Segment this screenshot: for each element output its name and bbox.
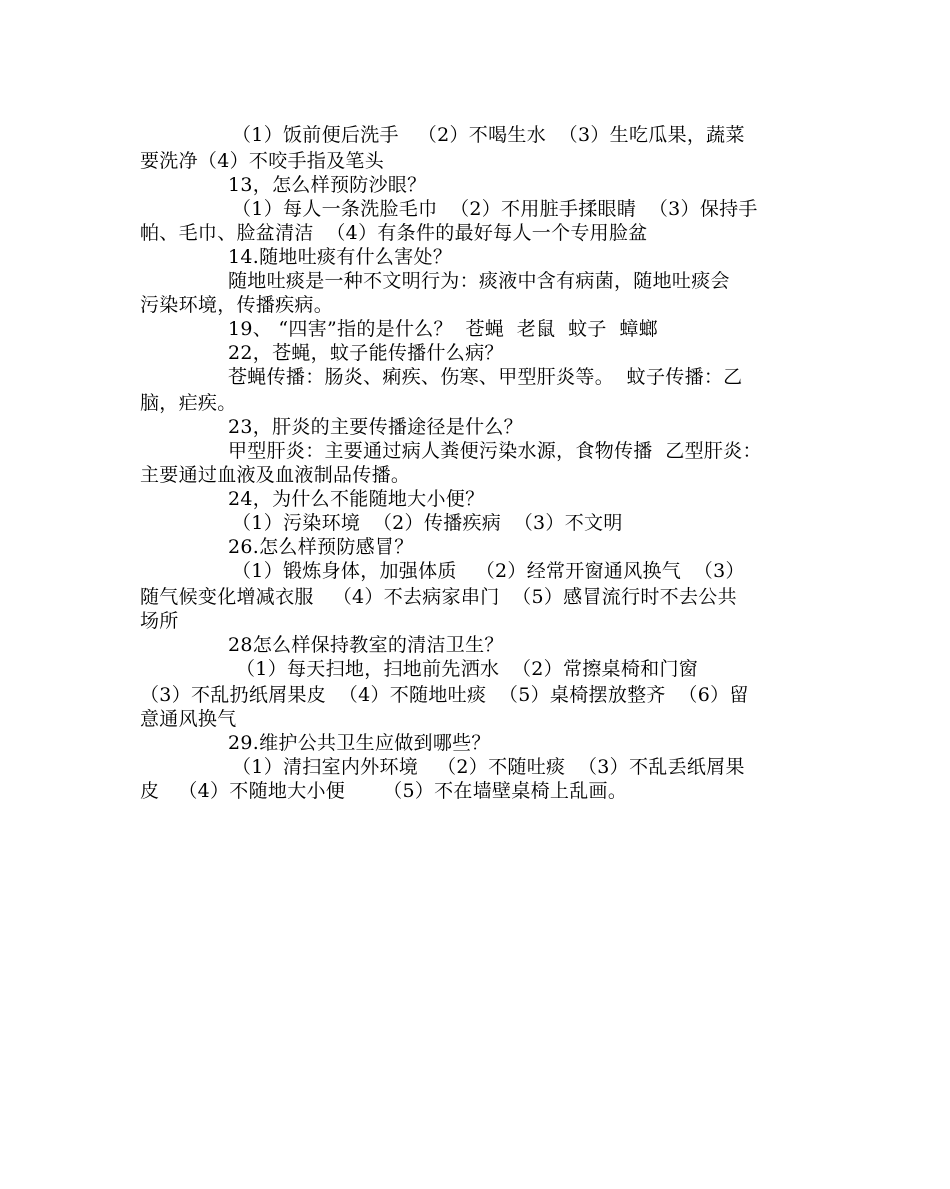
text-line: 要洗净（4）不咬手指及笔头 — [140, 150, 384, 172]
text-line: 随气候变化增减衣服 （4）不去病家串门 （5）感冒流行时不去公共 — [140, 586, 737, 608]
text-line: （1）每人一条洗脸毛巾 （2）不用脏手揉眼睛 （3）保持手 — [232, 198, 758, 220]
text-line: 皮 （4）不随地大小便 （5）不在墙壁桌椅上乱画。 — [140, 780, 628, 802]
question-heading: 19、 “四害”指的是什么？ 苍蝇 老鼠 蚊子 蟑螂 — [228, 318, 658, 340]
text-line: 污染环境，传播疾病。 — [140, 294, 334, 316]
question-heading: 22，苍蝇，蚊子能传播什么病？ — [228, 342, 504, 364]
text-line: 主要通过血液及血液制品传播。 — [140, 464, 411, 486]
question-heading: 28怎么样保持教室的清洁卫生？ — [228, 634, 504, 656]
text-line: 意通风换气 — [140, 708, 237, 730]
text-line: （1）每天扫地，扫地前先洒水 （2）常擦桌椅和门窗 — [236, 658, 699, 680]
text-line: （1）饭前便后洗手 （2）不喝生水 （3）生吃瓜果，蔬菜 — [232, 124, 745, 146]
text-line: 甲型肝炎：主要通过病人粪便污染水源，食物传播 乙型肝炎： — [228, 440, 762, 462]
question-heading: 24，为什么不能随地大小便？ — [228, 488, 485, 510]
question-heading: 14.随地吐痰有什么害处？ — [228, 246, 453, 268]
text-line: （1）污染环境 （2）传播疾病 （3）不文明 — [232, 512, 623, 534]
text-line: （1）清扫室内外环境 （2）不随吐痰 （3）不乱丢纸屑果 — [232, 756, 745, 778]
text-line: 脑，疟疾。 — [140, 392, 237, 414]
text-line: 随地吐痰是一种不文明行为：痰液中含有病菌，随地吐痰会 — [228, 270, 730, 292]
text-line: 场所 — [140, 610, 179, 632]
text-line: （1）锻炼身体，加强体质 （2）经常开窗通风换气 （3） — [232, 560, 745, 582]
text-line: 帕、毛巾、脸盆清洁 （4）有条件的最好每人一个专用脸盆 — [140, 222, 648, 244]
text-line: 苍蝇传播：肠炎、痢疾、伤寒、甲型肝炎等。 蚊子传播：乙 — [228, 366, 743, 388]
question-heading: 23，肝炎的主要传播途径是什么？ — [228, 416, 523, 438]
question-heading: 26.怎么样预防感冒？ — [228, 536, 414, 558]
question-heading: 29.维护公共卫生应做到哪些？ — [228, 732, 491, 754]
text-line: （3）不乱扔纸屑果皮 （4）不随地吐痰 （5）桌椅摆放整齐 （6）留 — [140, 684, 749, 706]
question-heading: 13，怎么样预防沙眼？ — [228, 174, 427, 196]
